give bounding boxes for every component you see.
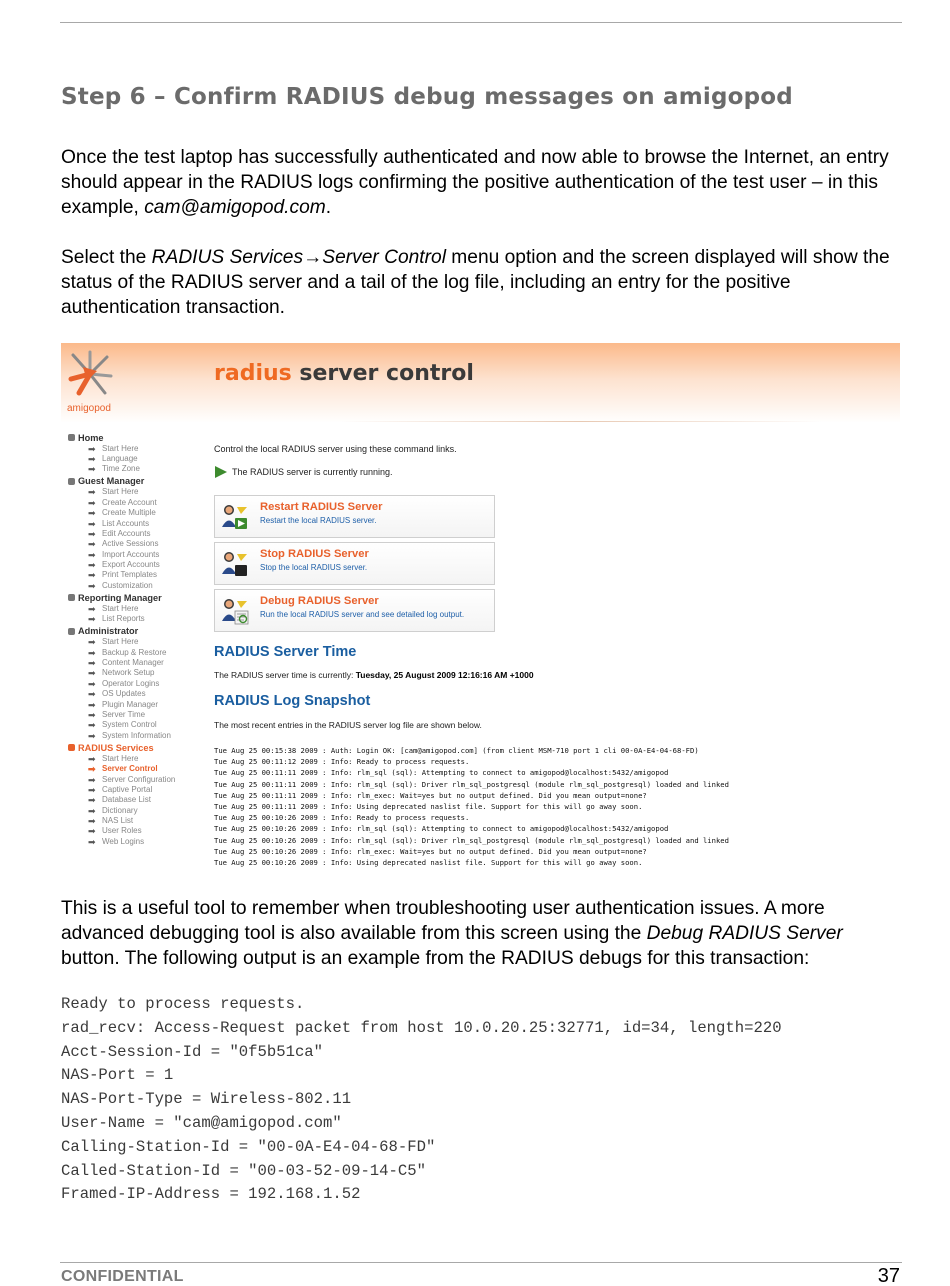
- code-line: Framed-IP-Address = 192.168.1.52: [61, 1185, 361, 1204]
- arrow-right-icon: ➡: [88, 795, 96, 806]
- paragraph-italic: RADIUS Services: [151, 247, 304, 268]
- arrow-right-icon: ➡: [88, 774, 96, 785]
- sidebar-nav: [67, 431, 207, 847]
- nav-item-label: Import Accounts: [102, 549, 160, 559]
- log-line: Tue Aug 25 00:11:11 2009 : Info: rlm_exec: Wait=yes but no output defined. Did you mean output=none?: [214, 790, 647, 800]
- arrow-right-icon: ➡: [88, 720, 96, 731]
- nav-item-label: Edit Accounts: [102, 528, 151, 538]
- arrow-right-icon: ➡: [88, 658, 96, 669]
- stop-radius-button[interactable]: [214, 542, 495, 585]
- arrow-right-icon: ➡: [88, 668, 96, 679]
- nav-item-label: Active Sessions: [102, 539, 159, 549]
- nav-item-administrator-os-updates[interactable]: [67, 689, 207, 699]
- paragraph-text: Once the test laptop has successfully authenticated and now able to browse the Internet, an entry should appear in the RADIUS logs confirming the positive authentication of the test user – in this example,: [61, 147, 889, 218]
- nav-item-label: System Information: [102, 730, 171, 740]
- nav-section-reporting-manager[interactable]: Reporting Manager: [67, 592, 207, 604]
- nav-item-guest-manager-print-templates[interactable]: [67, 570, 207, 580]
- nav-item-radius-services-database-list[interactable]: [67, 795, 207, 805]
- nav-item-guest-manager-create-account[interactable]: [67, 498, 207, 508]
- log-intro-text: The most recent entries in the RADIUS server log file are shown below.: [214, 720, 482, 730]
- nav-item-label: Export Accounts: [102, 560, 160, 570]
- nav-item-guest-manager-create-multiple[interactable]: [67, 508, 207, 518]
- nav-item-administrator-start-here[interactable]: [67, 637, 207, 647]
- banner-divider: [341, 421, 821, 422]
- log-line: Tue Aug 25 00:11:12 2009 : Info: Ready to process requests.: [214, 757, 470, 767]
- log-line: Tue Aug 25 00:11:11 2009 : Info: Using deprecated naslist file. Support for this will go away soon.: [214, 801, 643, 811]
- step-title: Step 6 – Confirm RADIUS debug messages on amigopod: [61, 84, 793, 110]
- nav-item-radius-services-dictionary[interactable]: [67, 806, 207, 816]
- server-control-screenshot: [61, 343, 900, 873]
- arrow-glyph: →: [303, 247, 323, 268]
- nav-item-label: User Roles: [102, 826, 142, 836]
- server-status: [214, 465, 393, 479]
- restart-server-icon: [219, 501, 251, 533]
- arrow-right-icon: ➡: [88, 560, 96, 571]
- log-line: Tue Aug 25 00:10:26 2009 : Info: Ready to process requests.: [214, 813, 470, 823]
- nav-item-guest-manager-import-accounts[interactable]: [67, 550, 207, 560]
- nav-item-label: Customization: [102, 580, 153, 590]
- arrow-right-icon: ➡: [88, 570, 96, 581]
- arrow-right-icon: ➡: [88, 539, 96, 550]
- restart-radius-subtitle: Restart the local RADIUS server.: [260, 516, 377, 525]
- paragraph-text: This is a useful tool to remember when troubleshooting user authentication issues. A more advanced debugging tool is also available from this screen using the: [61, 898, 825, 944]
- arrow-right-icon: ➡: [88, 637, 96, 648]
- nav-item-label: NAS List: [102, 816, 134, 826]
- log-line: Tue Aug 25 00:10:26 2009 : Info: rlm_sql (sql): Attempting to connect to amigopod@localhost:5432/amigopod: [214, 824, 669, 834]
- nav-item-label: Print Templates: [102, 570, 157, 580]
- server-status-text: The RADIUS server is currently running.: [232, 467, 393, 477]
- debug-server-icon: [219, 595, 251, 627]
- app-banner: [61, 343, 900, 423]
- nav-item-administrator-operator-logins[interactable]: [67, 679, 207, 689]
- arrow-right-icon: ➡: [88, 508, 96, 519]
- nav-item-guest-manager-active-sessions[interactable]: [67, 539, 207, 549]
- nav-item-label: Create Account: [102, 497, 157, 507]
- nav-item-radius-services-server-configuration[interactable]: [67, 775, 207, 785]
- nav-item-guest-manager-list-accounts[interactable]: [67, 519, 207, 529]
- log-snapshot: [214, 745, 894, 868]
- nav-item-administrator-server-time[interactable]: [67, 710, 207, 720]
- nav-item-administrator-system-information[interactable]: [67, 731, 207, 741]
- paragraph-intro: [61, 145, 901, 220]
- restart-radius-button[interactable]: [214, 495, 495, 538]
- arrow-right-icon: ➡: [88, 826, 96, 837]
- arrow-right-icon: ➡: [88, 464, 96, 475]
- log-snapshot-heading: RADIUS Log Snapshot: [214, 693, 371, 709]
- paragraph-text: .: [325, 197, 332, 218]
- nav-item-label: List Reports: [102, 614, 145, 624]
- nav-item-radius-services-web-logins[interactable]: [67, 837, 207, 847]
- code-line: Ready to process requests.: [61, 995, 305, 1013]
- nav-item-label: Database List: [102, 795, 151, 805]
- nav-item-radius-services-captive-portal[interactable]: [67, 785, 207, 795]
- paragraph-italic: Debug RADIUS Server: [646, 923, 843, 944]
- nav-item-label: List Accounts: [102, 518, 150, 528]
- nav-item-administrator-system-control[interactable]: [67, 720, 207, 730]
- paragraph-text: Select the: [61, 247, 152, 268]
- stop-radius-title: Stop RADIUS Server: [260, 548, 369, 560]
- code-line: Called-Station-Id = "00-03-52-09-14-C5": [61, 1161, 426, 1180]
- paragraph-menu-instruction: [61, 245, 901, 320]
- debug-output-block: [61, 993, 901, 1207]
- arrow-right-icon: ➡: [88, 453, 96, 464]
- nav-item-reporting-manager-start-here[interactable]: [67, 604, 207, 614]
- log-line: Tue Aug 25 00:10:26 2009 : Info: rlm_sql (sql): Driver rlm_sql_postgresql (module rlm_sql_postgresql) loaded and linked: [214, 835, 729, 845]
- nav-item-radius-services-start-here[interactable]: [67, 754, 207, 764]
- nav-section-guest-manager[interactable]: Guest Manager: [67, 475, 207, 487]
- nav-item-guest-manager-edit-accounts[interactable]: [67, 529, 207, 539]
- arrow-right-icon: ➡: [88, 528, 96, 539]
- arrow-right-icon: ➡: [88, 678, 96, 689]
- play-icon: [215, 466, 227, 478]
- nav-item-label: Plugin Manager: [102, 699, 159, 709]
- intro-text: Control the local RADIUS server using these command links.: [214, 444, 457, 454]
- page-number: 37: [877, 1265, 900, 1286]
- nav-item-label: Server Configuration: [102, 774, 176, 784]
- page-title: [214, 361, 474, 386]
- stop-radius-subtitle: Stop the local RADIUS server.: [260, 563, 368, 572]
- nav-item-home-time-zone[interactable]: [67, 464, 207, 474]
- header-rule: [60, 22, 902, 23]
- log-line: Tue Aug 25 00:11:11 2009 : Info: rlm_sql (sql): Attempting to connect to amigopod@localhost:5432/amigopod: [214, 768, 669, 778]
- arrow-right-icon: ➡: [88, 689, 96, 700]
- amigopod-logo-icon: [65, 349, 115, 399]
- log-line: Tue Aug 25 00:10:26 2009 : Info: Using deprecated naslist file. Support for this will go away soon.: [214, 857, 643, 867]
- nav-item-label: Content Manager: [102, 658, 164, 668]
- paragraph-italic: cam@amigopod.com: [144, 197, 326, 218]
- arrow-right-icon: ➡: [88, 487, 96, 498]
- arrow-right-icon: ➡: [88, 443, 96, 454]
- code-line: Acct-Session-Id = "0f5b51ca": [61, 1042, 324, 1061]
- nav-item-label: Time Zone: [102, 464, 140, 474]
- footer-confidential: CONFIDENTIAL: [61, 1268, 184, 1285]
- arrow-right-icon: ➡: [88, 647, 96, 658]
- stop-server-icon: [219, 548, 251, 580]
- arrow-right-icon: ➡: [88, 764, 96, 775]
- nav-item-guest-manager-customization[interactable]: [67, 581, 207, 591]
- nav-item-label: Server Control: [102, 764, 158, 774]
- code-line: NAS-Port-Type = Wireless-802.11: [61, 1090, 352, 1109]
- nav-item-label: Network Setup: [102, 668, 155, 678]
- arrow-right-icon: ➡: [88, 580, 96, 591]
- nav-item-label: Start Here: [102, 753, 139, 763]
- nav-item-label: Backup & Restore: [102, 647, 167, 657]
- nav-item-label: Start Here: [102, 487, 139, 497]
- server-time-label: The RADIUS server time is currently:: [214, 670, 356, 680]
- nav-item-label: Start Here: [102, 637, 139, 647]
- debug-radius-subtitle: Run the local RADIUS server and see detailed log output.: [260, 610, 465, 619]
- paragraph-text: button. The following output is an example from the RADIUS debugs for this transaction:: [61, 948, 810, 969]
- nav-item-administrator-network-setup[interactable]: [67, 668, 207, 678]
- nav-item-label: OS Updates: [102, 689, 146, 699]
- nav-item-home-language[interactable]: [67, 454, 207, 464]
- nav-item-label: Create Multiple: [102, 508, 156, 518]
- page-title-rest: server control: [291, 361, 474, 386]
- server-time-heading: RADIUS Server Time: [214, 644, 357, 660]
- log-line: Tue Aug 25 00:10:26 2009 : Info: rlm_exec: Wait=yes but no output defined. Did you mean output=none?: [214, 846, 647, 856]
- nav-item-radius-services-nas-list[interactable]: [67, 816, 207, 826]
- nav-item-radius-services-server-control[interactable]: [67, 764, 207, 774]
- arrow-right-icon: ➡: [88, 699, 96, 710]
- nav-item-label: Operator Logins: [102, 678, 160, 688]
- logo-text: amigopod: [67, 403, 111, 414]
- log-line: Tue Aug 25 00:15:38 2009 : Auth: Login OK: [cam@amigopod.com] (from client MSM-710 port 1 cli 00-0A-E4-04-68-FD): [214, 746, 699, 755]
- nav-item-administrator-content-manager[interactable]: [67, 658, 207, 668]
- arrow-right-icon: ➡: [88, 497, 96, 508]
- nav-item-radius-services-user-roles[interactable]: [67, 826, 207, 836]
- nav-item-label: Start Here: [102, 443, 139, 453]
- code-line: NAS-Port = 1: [61, 1066, 174, 1085]
- log-line: Tue Aug 25 00:11:11 2009 : Info: rlm_sql (sql): Driver rlm_sql_postgresql (module rlm_sql_postgresql) loaded and linked: [214, 779, 729, 789]
- nav-item-guest-manager-export-accounts[interactable]: [67, 560, 207, 570]
- debug-radius-title: Debug RADIUS Server: [260, 595, 379, 607]
- paragraph-debug-tool: [61, 896, 901, 971]
- nav-item-label: Dictionary: [102, 805, 138, 815]
- code-line: User-Name = "cam@amigopod.com": [61, 1113, 342, 1132]
- nav-item-label: Web Logins: [102, 836, 145, 846]
- arrow-right-icon: ➡: [88, 816, 96, 827]
- nav-item-label: Start Here: [102, 603, 139, 613]
- code-line: rad_recv: Access-Request packet from host 10.0.20.25:32771, id=34, length=220: [61, 1018, 782, 1037]
- arrow-right-icon: ➡: [88, 709, 96, 720]
- nav-item-administrator-plugin-manager[interactable]: [67, 700, 207, 710]
- nav-item-home-start-here[interactable]: [67, 444, 207, 454]
- paragraph-italic: Server Control: [322, 247, 446, 268]
- nav-item-reporting-manager-list-reports[interactable]: [67, 614, 207, 624]
- nav-item-administrator-backup-restore[interactable]: [67, 648, 207, 658]
- nav-section-administrator[interactable]: Administrator: [67, 625, 207, 637]
- nav-item-label: Language: [102, 453, 138, 463]
- server-time-value: Tuesday, 25 August 2009 12:16:16 AM +1000: [355, 670, 534, 680]
- restart-radius-title: Restart RADIUS Server: [260, 501, 383, 513]
- server-time-line: [214, 670, 534, 680]
- debug-radius-button[interactable]: [214, 589, 495, 632]
- arrow-right-icon: ➡: [88, 805, 96, 816]
- arrow-right-icon: ➡: [88, 614, 96, 625]
- nav-item-label: Server Time: [102, 709, 146, 719]
- nav-item-label: System Control: [102, 720, 157, 730]
- page-title-accent: radius: [214, 361, 292, 386]
- arrow-right-icon: ➡: [88, 549, 96, 560]
- nav-section-home[interactable]: Home: [67, 432, 207, 444]
- arrow-right-icon: ➡: [88, 730, 96, 741]
- nav-item-guest-manager-start-here[interactable]: [67, 487, 207, 497]
- paragraph-text: menu option and the screen displayed will show the status of the RADIUS server and a tail of the log file, including an entry for the positive authentication transaction.: [61, 247, 890, 318]
- arrow-right-icon: ➡: [88, 603, 96, 614]
- nav-item-label: Captive Portal: [102, 784, 153, 794]
- nav-section-radius-services[interactable]: RADIUS Services: [67, 742, 207, 754]
- code-line: Calling-Station-Id = "00-0A-E4-04-68-FD": [61, 1137, 436, 1156]
- footer-rule: [60, 1262, 902, 1263]
- arrow-right-icon: ➡: [88, 784, 96, 795]
- arrow-right-icon: ➡: [88, 518, 96, 529]
- arrow-right-icon: ➡: [88, 753, 96, 764]
- arrow-right-icon: ➡: [88, 836, 96, 847]
